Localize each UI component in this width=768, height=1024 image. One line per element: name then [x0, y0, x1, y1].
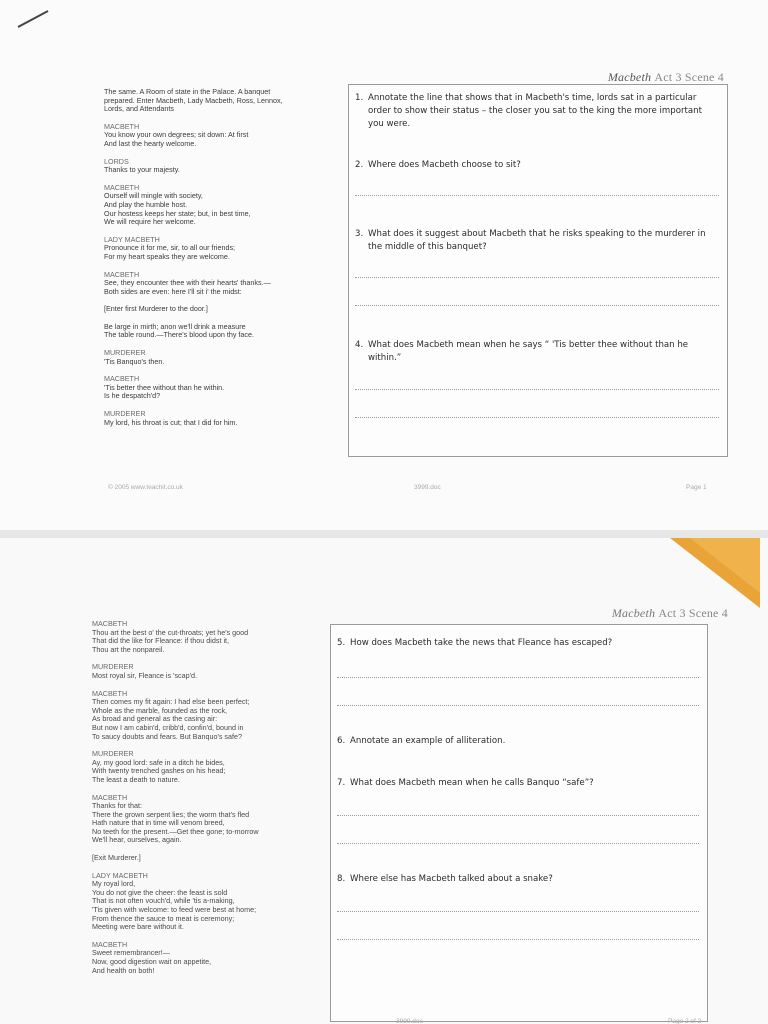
script-line: And last the hearty welcome. [104, 138, 197, 148]
header-act: Act 3 Scene 4 [658, 606, 728, 620]
script-line: Hath nature that in time will venom breed, [92, 818, 225, 828]
question-2: 2. Where does Macbeth choose to sit? [355, 160, 521, 170]
script-line: And play the humble host. [104, 199, 188, 209]
script-line: The table round.—There's blood upon thy face. [104, 330, 255, 340]
question-1: 1. Annotate the line that shows that in Macbeth's time, lords sat in a particular order to show their status – the closer you sat to the king the more important you were. [355, 93, 702, 129]
script-line: Thanks for that: [92, 801, 142, 811]
script-block [104, 323, 314, 340]
script-line: [Exit Murderer.] [92, 853, 141, 863]
answer-line[interactable] [355, 417, 719, 418]
script-line: Our hostess keeps her state; but, in best time, [104, 208, 251, 218]
script-block [104, 410, 314, 427]
script-line: You know your own degrees; sit down: At first [104, 130, 249, 140]
tape-corner [670, 538, 760, 608]
script-line: As broad and general as the casing air: [92, 714, 218, 724]
answer-line[interactable] [337, 815, 699, 816]
speaker-name: LADY MACBETH [104, 234, 160, 244]
script-line: See, they encounter thee with their hearts' thanks.— [104, 278, 271, 288]
script-line: And health on both! [92, 965, 155, 975]
script-line: But now I am cabin'd, cribb'd, confin'd, bound in [92, 722, 244, 732]
script-line: Whole as the marble, founded as the rock, [92, 705, 228, 715]
header-title: Macbeth [611, 606, 656, 620]
script-line: 'Tis given with welcome: to feed were best at home; [92, 905, 257, 915]
script-line: Ourself will mingle with society, [104, 191, 203, 201]
question-7: 7. What does Macbeth mean when he calls Banquo “safe”? [337, 778, 594, 788]
script-line: prepared. Enter Macbeth, Lady Macbeth, Ross, Lennox, [104, 95, 283, 105]
script-extract [92, 620, 292, 984]
script-line: That did the like for Fleance: if thou didst it, [92, 636, 230, 646]
header-title: Macbeth [607, 70, 652, 84]
script-line: From thence the sauce to meat is ceremony; [92, 913, 235, 923]
script-block [104, 88, 314, 114]
footer-page: Page 1 [686, 484, 707, 491]
question-4: 4. What does Macbeth mean when he says “ 'Tis better thee without than he within.” [355, 340, 689, 363]
script-extract [104, 88, 314, 436]
script-block [92, 941, 292, 975]
script-block [92, 794, 292, 846]
script-line: Most royal sir, Fleance is 'scap'd. [92, 670, 198, 680]
script-line: We'll hear, ourselves, again. [92, 835, 182, 845]
worksheet-page-2 [0, 538, 768, 1024]
script-line: Both sides are even: here I'll sit i' the midst: [104, 286, 242, 296]
script-block [104, 349, 314, 366]
script-line: The least a death to nature. [92, 774, 180, 784]
script-line: Thou art the best o' the cut-throats; yet he's good [92, 627, 249, 637]
speaker-name: MACBETH [104, 374, 140, 384]
speaker-name: MURDERER [104, 409, 146, 419]
answer-line[interactable] [355, 195, 719, 196]
script-line: There the grown serpent lies; the worm that's fled [92, 809, 250, 819]
script-line: Is he despatch'd? [104, 391, 161, 401]
script-line: No teeth for the present.—Get thee gone; to-morrow [92, 826, 259, 836]
answer-line[interactable] [337, 705, 699, 706]
script-line: We will require her welcome. [104, 217, 196, 227]
script-line: Lords, and Attendants [104, 104, 174, 114]
answer-line[interactable] [337, 911, 699, 912]
speaker-name: MACBETH [104, 182, 140, 192]
speaker-name: MACBETH [92, 688, 128, 698]
speaker-name: MACBETH [104, 121, 140, 131]
script-line: [Enter first Murderer to the door.] [104, 304, 208, 314]
question-box [348, 84, 728, 457]
page-header [608, 70, 724, 85]
script-block [104, 123, 314, 149]
page-gap [0, 530, 768, 538]
script-line: 'Tis Banquo's then. [104, 356, 165, 366]
script-block [92, 690, 292, 742]
speaker-name: MACBETH [92, 619, 128, 628]
script-block [92, 663, 292, 680]
script-line: Be large in mirth; anon we'll drink a measure [104, 321, 246, 331]
script-line: With twenty trenched gashes on his head; [92, 766, 226, 776]
answer-line[interactable] [355, 389, 719, 390]
speaker-name: MURDERER [104, 348, 146, 358]
answer-line[interactable] [355, 277, 719, 278]
answer-line[interactable] [337, 843, 699, 844]
pen-mark [18, 10, 49, 28]
script-line: Thanks to your majesty. [104, 165, 180, 175]
script-line: 'Tis better thee without than he within. [104, 382, 225, 392]
header-act: Act 3 Scene 4 [654, 70, 724, 84]
footer-copyright: © 2005 www.teachit.co.uk [108, 484, 183, 491]
answer-line[interactable] [337, 677, 699, 678]
script-line: My royal lord, [92, 879, 136, 889]
script-block [92, 620, 292, 654]
answer-line[interactable] [355, 305, 719, 306]
script-line: My lord, his throat is cut; that I did for him. [104, 417, 238, 427]
question-5: 5. How does Macbeth take the news that Fleance has escaped? [337, 638, 613, 648]
footer-filename: 3999.doc [396, 1018, 423, 1024]
question-6: 6. Annotate an example of alliteration. [337, 736, 506, 746]
page-header [612, 606, 728, 621]
script-line: You do not give the cheer: the feast is sold [92, 887, 228, 897]
script-block [104, 236, 314, 262]
speaker-name: MURDERER [92, 662, 134, 672]
script-block [104, 271, 314, 297]
script-line: Pronounce it for me, sir, to all our friends; [104, 243, 236, 253]
script-block [92, 854, 292, 863]
script-line: Thou art the nonpareil. [92, 644, 165, 654]
speaker-name: MACBETH [92, 939, 128, 949]
script-line: To saucy doubts and fears. But Banquo's safe? [92, 731, 243, 741]
script-block [104, 184, 314, 227]
speaker-name: LADY MACBETH [92, 870, 148, 880]
script-line: The same. A Room of state in the Palace. A banquet [104, 87, 271, 96]
script-line: Ay, my good lord: safe in a ditch he bides, [92, 757, 225, 767]
question-8: 8. Where else has Macbeth talked about a snake? [337, 874, 553, 884]
script-line: Then comes my fit again: I had else been perfect; [92, 697, 250, 707]
footer-page: Page 2 of 2 [668, 1018, 702, 1024]
speaker-name: MACBETH [104, 269, 140, 279]
answer-line[interactable] [337, 939, 699, 940]
speaker-name: LORDS [104, 156, 129, 166]
script-line: Now, good digestion wait on appetite, [92, 957, 212, 966]
question-3: 3. What does it suggest about Macbeth that he risks speaking to the murderer in the middle of this banquet? [355, 229, 706, 252]
script-block [104, 375, 314, 401]
speaker-name: MURDERER [92, 749, 134, 759]
script-line: Meeting were bare without it. [92, 922, 184, 932]
script-line: That is not often vouch'd, while 'tis a-making, [92, 896, 235, 906]
script-line: For my heart speaks they are welcome. [104, 251, 230, 261]
script-line: Sweet remembrancer!— [92, 948, 170, 958]
script-block [104, 305, 314, 314]
script-block [92, 750, 292, 784]
speaker-name: MACBETH [92, 792, 128, 802]
question-box [330, 624, 708, 1022]
footer-filename: 3999.doc [414, 484, 441, 491]
script-block [92, 872, 292, 932]
script-block [104, 158, 314, 175]
